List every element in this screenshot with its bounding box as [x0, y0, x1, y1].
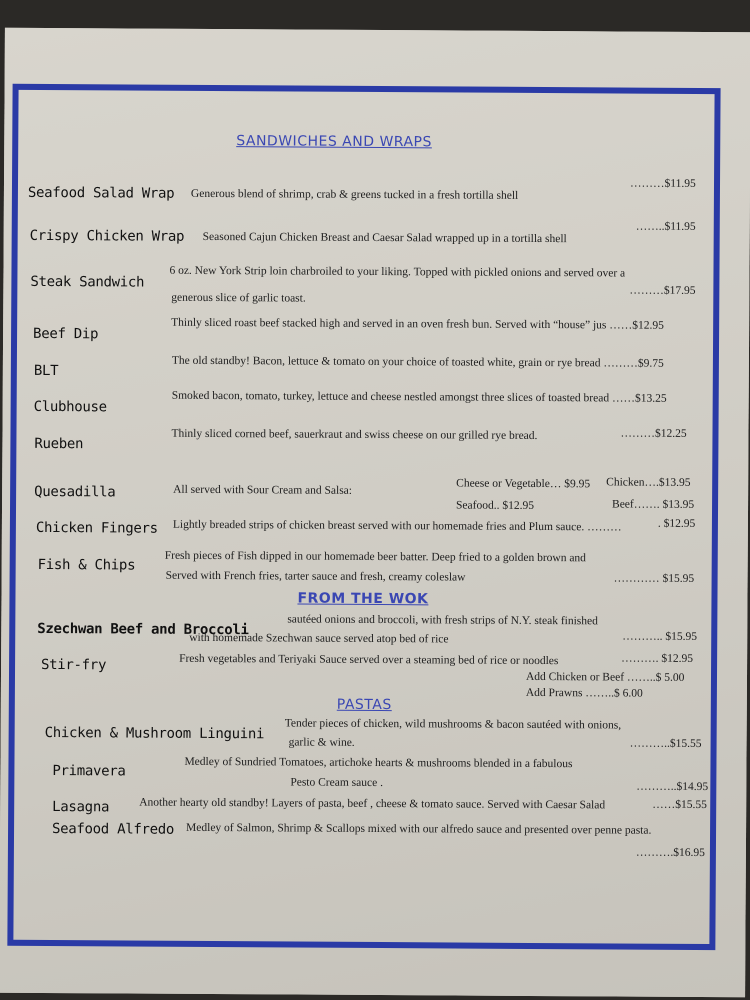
item-price: ……….. $15.95 [622, 630, 698, 643]
item-description: Another hearty old standby! Layers of pasta, beef , cheese & tomato sauce. Served with Caesar Salad [139, 796, 606, 812]
option-price: Chicken….$13.95 [606, 476, 691, 489]
item-name: Fish & Chips [37, 556, 136, 574]
item-price: ………..$14.95 [636, 780, 709, 794]
item-description: Generous blend of shrimp, crab & greens tucked in a fresh tortilla shell [190, 187, 519, 202]
item-price: ………… $15.95 [613, 572, 695, 585]
page-border [7, 84, 720, 950]
item-description-cont: Pesto Cream sauce . [290, 776, 384, 790]
item-price: ………$11.95 [629, 177, 696, 190]
item-description: Fresh pieces of Fish dipped in our homemade beer batter. Deep fried to a golden brown and [164, 549, 586, 565]
item-description: Smoked bacon, tomato, turkey, lettuce and cheese nestled amongst three slices of toasted bread ……$13.25 [171, 389, 667, 405]
item-description: 6 oz. New York Strip loin charbroiled to your liking. Topped with pickled onions and served over a [169, 264, 626, 280]
item-name: Quesadilla [34, 483, 116, 501]
item-description: Thinly sliced roast beef stacked high and served in an oven fresh bun. Served with “house” jus ……$12.95 [171, 316, 664, 332]
item-name: Seafood Alfredo [52, 821, 175, 838]
item-description: The old standby! Bacon, lettuce & tomato on your choice of toasted white, grain or rye bread ………$9.75 [171, 354, 664, 370]
item-description: Tender pieces of chicken, wild mushrooms & bacon sautéed with onions, [284, 717, 622, 732]
item-description-cont: garlic & wine. [288, 736, 355, 749]
section-title-pastas: PASTAS [336, 696, 392, 714]
item-price: ……….$16.95 [635, 846, 705, 860]
item-description: sautéed onions and broccoli, with fresh strips of N.Y. steak finished [287, 613, 598, 628]
item-name: Chicken Fingers [35, 519, 158, 537]
item-price: ……..$11.95 [635, 220, 696, 233]
item-name: Steak Sandwich [30, 273, 145, 291]
item-name: Crispy Chicken Wrap [29, 227, 185, 245]
option-price: Seafood.. $12.95 [456, 499, 535, 512]
item-name: Szechwan Beef and Broccoli [37, 620, 249, 639]
item-description: Seasoned Cajun Chicken Breast and Caesar Salad wrapped up in a tortilla shell [202, 230, 567, 246]
option-price: Cheese or Vegetable… $9.95 [456, 477, 591, 491]
item-price: ………$12.25 [620, 427, 687, 440]
item-name: Stir-fry [41, 656, 107, 674]
item-description: Medley of Salmon, Shrimp & Scallops mixed with our alfredo sauce and presented over penne pasta. [186, 821, 652, 837]
item-description: Thinly sliced corned beef, sauerkraut and swiss cheese on our grilled rye bread. [171, 427, 538, 442]
item-name: Lasagna [52, 799, 110, 816]
item-name: Beef Dip [33, 325, 99, 343]
item-name: Seafood Salad Wrap [27, 184, 175, 202]
item-name: Primavera [52, 763, 126, 780]
item-description: All served with Sour Cream and Salsa: [173, 483, 353, 497]
section-title-wok: FROM THE WOK [297, 590, 429, 608]
item-description-cont: Served with French fries, tarter sauce and fresh, creamy coleslaw [165, 569, 466, 584]
item-description: Medley of Sundried Tomatoes, artichoke hearts & mushrooms blended in a fabulous [184, 755, 573, 771]
item-price: ……$15.55 [652, 798, 707, 812]
item-price: ………$17.95 [629, 284, 696, 297]
add-on: Add Prawns ……..$ 6.00 [525, 686, 643, 700]
item-name: BLT [33, 362, 59, 380]
item-description-cont: with homemade Szechwan sauce served atop bed of rice [189, 631, 449, 646]
item-price: ………..$15.55 [629, 737, 702, 750]
item-name: Chicken & Mushroom Linguini [44, 724, 265, 743]
item-name: Clubhouse [33, 398, 107, 416]
item-price: . $12.95 [657, 517, 696, 530]
item-name: Rueben [34, 435, 84, 453]
add-on: Add Chicken or Beef ……..$ 5.00 [525, 670, 685, 684]
item-description-cont: generous slice of garlic toast. [171, 291, 306, 305]
item-description: Fresh vegetables and Teriyaki Sauce served over a steaming bed of rice or noodles [179, 652, 559, 668]
option-price: Beef……. $13.95 [612, 498, 695, 511]
menu-page [0, 28, 750, 998]
item-description: Lightly breaded strips of chicken breast served with our homemade fries and Plum sauce. ……… [172, 518, 622, 534]
section-title-sandwiches: SANDWICHES AND WRAPS [236, 133, 432, 151]
item-price: ………. $12.95 [621, 652, 694, 665]
